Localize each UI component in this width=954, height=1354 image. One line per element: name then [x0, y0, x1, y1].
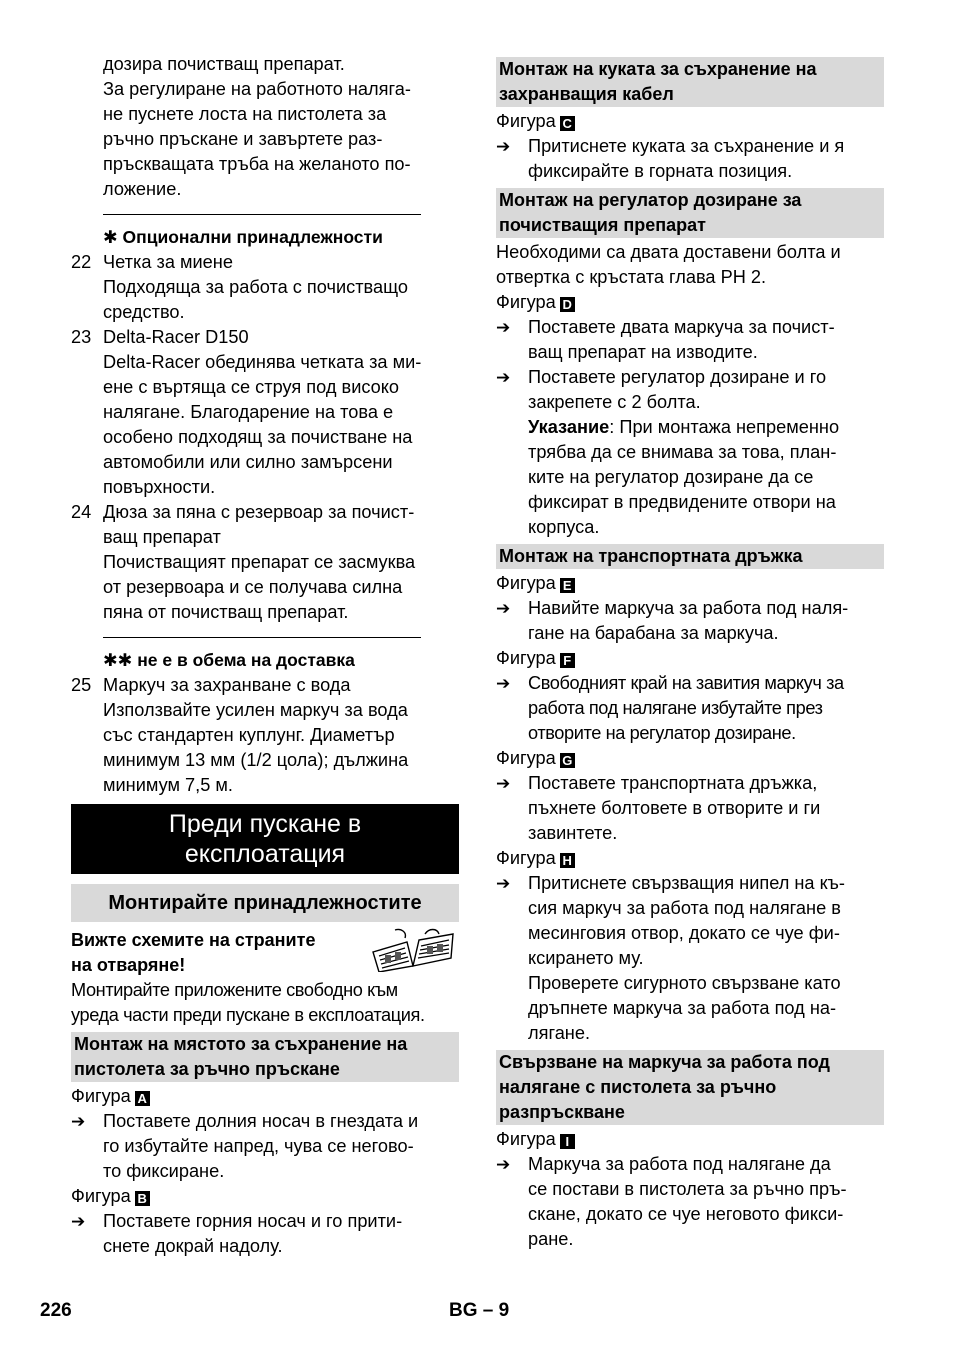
step-text: Поставете двата маркуча за почист-	[528, 317, 835, 337]
step-text: отворите на регулатор дозиране.	[528, 723, 796, 743]
step-text: снете докрай надолу.	[103, 1236, 283, 1256]
instruction-step	[496, 1152, 884, 1252]
item-title: Маркуч за захранване с вода	[103, 675, 351, 695]
step-text: Поставете регулатор дозиране и го	[528, 367, 827, 387]
instruction-step	[496, 596, 884, 646]
text-line: не пуснете лоста на пистолета за	[103, 104, 387, 124]
item-text: средство.	[103, 302, 185, 322]
note-heading-line: Вижте схемите на страните	[71, 930, 316, 950]
body-text: отвертка с кръстата глава PH 2.	[496, 267, 767, 287]
hint-text: трябва да се внимава за това, план-	[528, 442, 837, 462]
step-text: фиксирайте в горната позиция.	[528, 161, 793, 181]
item-title: ващ препарат	[103, 527, 221, 547]
step-text: пъхнете болтовете в отворите и ги	[528, 798, 821, 818]
step-text: Притиснете куката за съхранение и я	[528, 136, 845, 156]
figure-letter-icon: D	[560, 297, 575, 312]
text-line: ръчно пръскане и завъртете раз-	[103, 129, 383, 149]
figure-label: Фигура	[496, 292, 556, 312]
step-text: работа под налягане избутайте през	[528, 698, 823, 718]
figure-letter-icon: F	[560, 653, 575, 668]
left-column	[71, 52, 459, 1259]
instruction-step	[496, 771, 884, 846]
step-text: дръпнете маркуча за работа под на-	[528, 998, 837, 1018]
figure-ref	[71, 1084, 459, 1109]
figure-ref	[496, 646, 884, 671]
step-text: ващ препарат на изводите.	[528, 342, 758, 362]
heading-line: Монтаж на мястото за съхранение на	[74, 1034, 408, 1054]
heading-line: захранващия кабел	[499, 84, 674, 104]
instruction-step	[496, 671, 884, 746]
item-text: минимум 7,5 м.	[103, 775, 233, 795]
figure-ref	[496, 746, 884, 771]
step-text: Поставете долния носач в гнездата и	[103, 1111, 419, 1131]
note-text: Монтирайте приложените свободно към	[71, 980, 398, 1000]
figure-ref	[496, 1127, 884, 1152]
list-item	[71, 673, 459, 798]
step-text: Притиснете свързващия нипел на къ-	[528, 873, 845, 893]
step-text: Проверете сигурното свързване като	[528, 973, 841, 993]
page-number: 226	[40, 1300, 72, 1321]
item-number: 25	[71, 675, 92, 695]
item-title: Четка за миене	[103, 252, 233, 272]
hint-label: Указание	[528, 417, 610, 437]
divider	[103, 637, 421, 638]
list-item	[71, 500, 459, 625]
item-text: пяна от почистващ препарат.	[103, 602, 349, 622]
heading-line: пистолета за ръчно пръскане	[74, 1059, 340, 1079]
text-line: пръскващата тръба на желаното по-	[103, 154, 411, 174]
note-heading-line: на отваряне!	[71, 955, 186, 975]
text-line: За регулиране на работното наляга-	[103, 79, 411, 99]
heading-line: Свързване на маркуча за работа под	[499, 1052, 830, 1072]
step-text: се постави в пистолета за ръчно пръ-	[528, 1179, 847, 1199]
arrow-right-icon: ➔	[71, 1212, 86, 1231]
open-book-icon	[367, 928, 459, 972]
step-text: ране.	[528, 1229, 574, 1249]
note-heading	[71, 928, 361, 978]
intro-text	[71, 52, 459, 202]
item-text: Delta-Racer обединява четката за ми-	[103, 352, 422, 372]
heading-line: Монтаж на куката за съхранение на	[499, 59, 817, 79]
figure-label: Фигура	[496, 111, 556, 131]
instruction-step	[496, 871, 884, 1046]
connect-heading	[496, 1050, 884, 1125]
page-code: BG – 9	[449, 1300, 510, 1321]
arrow-right-icon: ➔	[496, 1155, 511, 1174]
figure-label: Фигура	[496, 573, 556, 593]
step-text: Маркуча за работа под налягане да	[528, 1154, 831, 1174]
figure-letter-icon: A	[135, 1091, 150, 1106]
note-block	[71, 928, 459, 978]
item-text: повърхности.	[103, 477, 216, 497]
hint-text: : При монтажа непременно	[609, 417, 840, 437]
arrow-right-icon: ➔	[496, 137, 511, 156]
handle-heading	[496, 544, 884, 569]
instruction-step	[496, 365, 884, 540]
figure-ref	[496, 571, 884, 596]
list-item	[71, 325, 459, 500]
text-line: дозира почистващ препарат.	[103, 54, 345, 74]
section-title	[71, 804, 459, 874]
step-text: Поставете транспортната дръжка,	[528, 773, 818, 793]
item-title: Delta-Racer D150	[103, 327, 249, 347]
instruction-step	[71, 1209, 459, 1259]
body-text: Необходими са двата доставени болта и	[496, 242, 841, 262]
figure-ref	[496, 846, 884, 871]
figure-label: Фигура	[71, 1186, 131, 1206]
figure-label: Фигура	[496, 848, 556, 868]
figure-letter-icon: I	[560, 1134, 575, 1149]
optional-accessories-heading: ✱ Опционални принадлежности	[103, 227, 383, 247]
hint-line	[528, 415, 884, 440]
item-text: минимум 13 мм (1/2 цола); дължина	[103, 750, 409, 770]
figure-label: Фигура	[496, 648, 556, 668]
step-text: то фиксиране.	[103, 1161, 225, 1181]
heading-line: Монтаж на транспортната дръжка	[499, 546, 803, 566]
item-text: Почистващият препарат се засмуква	[103, 552, 416, 572]
section-title-line: експлоатация	[184, 840, 346, 868]
step-text: Свободният край на завития маркуч за	[528, 673, 844, 693]
dosing-heading	[496, 188, 884, 238]
step-text: гане на барабана за маркуча.	[528, 623, 779, 643]
item-number: 22	[71, 252, 92, 272]
step-text: скане, докато се чуе неговото фикси-	[528, 1204, 844, 1224]
step-text: ксирането му.	[528, 948, 644, 968]
subsection-title: Монтирайте принадлежностите	[71, 884, 459, 922]
section-title-line: Преди пускане в	[168, 810, 362, 838]
instruction-step	[496, 315, 884, 365]
item-text: Използвайте усилен маркуч за вода	[103, 700, 408, 720]
figure-letter-icon: E	[560, 578, 575, 593]
item-text: особено подходящ за почистване на	[103, 427, 413, 447]
figure-ref	[496, 290, 884, 315]
text-line: ложение.	[103, 179, 182, 199]
step-text: сия маркуч за работа под налягане в	[528, 898, 841, 918]
step-text: Навийте маркуча за работа под наля-	[528, 598, 849, 618]
heading-line: Монтаж на регулатор дозиране за	[499, 190, 802, 210]
arrow-right-icon: ➔	[496, 599, 511, 618]
step-text: завинтете.	[528, 823, 618, 843]
figure-letter-icon: B	[135, 1191, 150, 1206]
list-item	[71, 250, 459, 325]
hook-heading	[496, 57, 884, 107]
figure-ref	[71, 1184, 459, 1209]
arrow-right-icon: ➔	[496, 368, 511, 387]
step-text: закрепете с 2 болта.	[528, 392, 701, 412]
item-text: налягане. Благодарение на това е	[103, 402, 394, 422]
item-text: ене с въртяща се струя под високо	[103, 377, 400, 397]
item-text: Подходяща за работа с почистващо	[103, 277, 408, 297]
item-text: от резервоара и се получава силна	[103, 577, 403, 597]
instruction-step	[496, 134, 884, 184]
not-included-heading: ✱✱ не е в обема на доставка	[103, 650, 355, 670]
hint-text: фиксират в предвидените отвори на	[528, 492, 836, 512]
item-number: 23	[71, 327, 92, 347]
arrow-right-icon: ➔	[496, 674, 511, 693]
hint-text: ките на регулатор дозиране да се	[528, 467, 814, 487]
step-text: го избутайте напред, чува се негово-	[103, 1136, 414, 1156]
figure-label: Фигура	[71, 1086, 131, 1106]
divider	[103, 214, 421, 215]
figure-label: Фигура	[496, 748, 556, 768]
arrow-right-icon: ➔	[71, 1112, 86, 1131]
right-column	[496, 57, 884, 1252]
heading-line: почистващия препарат	[499, 215, 706, 235]
arrow-right-icon: ➔	[496, 318, 511, 337]
figure-letter-icon: G	[560, 753, 575, 768]
heading-line: разпръскване	[499, 1102, 625, 1122]
note-text: уреда части преди пускане в експлоатация.	[71, 1005, 425, 1025]
instruction-step	[71, 1109, 459, 1184]
figure-ref	[496, 109, 884, 134]
figure-letter-icon: C	[560, 116, 575, 131]
holder-heading	[71, 1032, 459, 1082]
step-text: месинговия отвор, докато се чуе фи-	[528, 923, 840, 943]
step-text: лягане.	[528, 1023, 591, 1043]
hint-text: корпуса.	[528, 517, 600, 537]
item-title: Дюза за пяна с резервоар за почист-	[103, 502, 415, 522]
arrow-right-icon: ➔	[496, 874, 511, 893]
item-text: автомобили или силно замърсени	[103, 452, 393, 472]
figure-label: Фигура	[496, 1129, 556, 1149]
step-text: Поставете горния носач и го прити-	[103, 1211, 403, 1231]
arrow-right-icon: ➔	[496, 774, 511, 793]
item-text: със стандартен куплунг. Диаметър	[103, 725, 395, 745]
item-number: 24	[71, 502, 92, 522]
figure-letter-icon: H	[560, 853, 575, 868]
heading-line: налягане с пистолета за ръчно	[499, 1077, 777, 1097]
